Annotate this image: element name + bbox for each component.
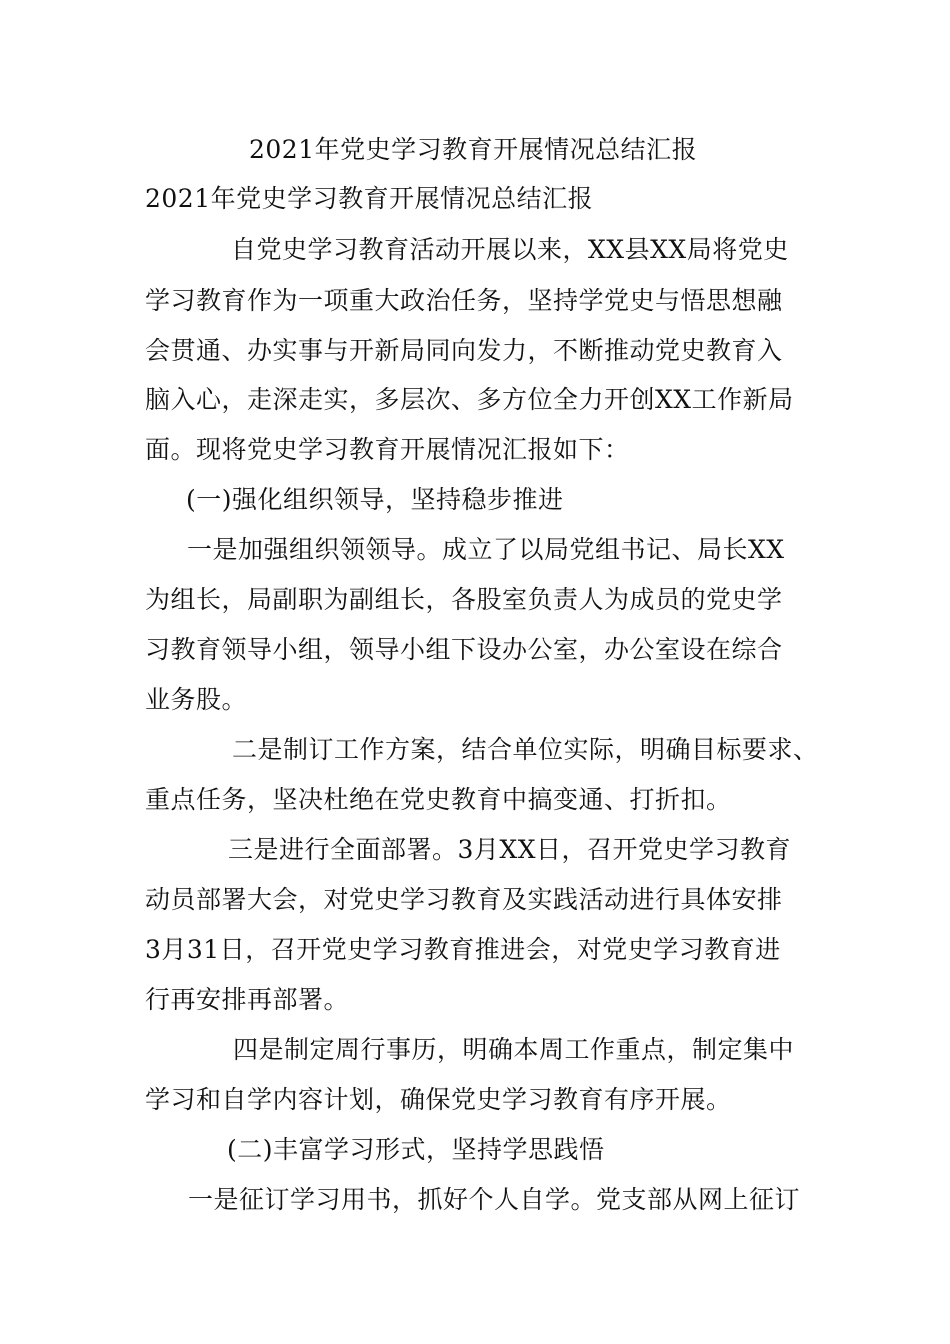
- paragraph-line: 重点任务，坚决杜绝在党史教育中搞变通、打折扣。: [145, 785, 732, 814]
- document-title: 2021年党史学习教育开展情况总结汇报: [249, 135, 698, 164]
- paragraph-line: 3月31日，召开党史学习教育推进会，对党史学习教育进: [145, 935, 781, 964]
- paragraph-line: 脑入心，走深走实，多层次、多方位全力开创XX工作新局: [145, 385, 794, 414]
- paragraph-line: 会贯通、办实事与开新局同向发力，不断推动党史教育入: [145, 336, 783, 365]
- section-heading: (一)强化组织领导，坚持稳步推进: [186, 485, 564, 514]
- paragraph-line: 学习和自学内容计划，确保党史学习教育有序开展。: [145, 1085, 732, 1114]
- paragraph-line: 三是进行全面部署。3月XX日，召开党史学习教育: [228, 835, 792, 864]
- paragraph-line: 一是加强组织领领导。成立了以局党组书记、局长XX: [187, 535, 785, 564]
- paragraph-line: 一是征订学习用书，抓好个人自学。党支部从网上征订: [188, 1185, 801, 1214]
- paragraph-line: 习教育领导小组，领导小组下设办公室，办公室设在综合: [145, 635, 783, 664]
- paragraph-line: 四是制定周行事历，明确本周工作重点，制定集中: [233, 1035, 795, 1064]
- paragraph-line: 动员部署大会，对党史学习教育及实践活动进行具体安排: [145, 885, 783, 914]
- paragraph-line: 为组长，局副职为副组长，各股室负责人为成员的党史学: [145, 585, 783, 614]
- paragraph-line: 面。现将党史学习教育开展情况汇报如下：: [145, 435, 630, 464]
- section-heading: (二)丰富学习形式，坚持学思践悟: [227, 1135, 605, 1164]
- paragraph-line: 业务股。: [145, 685, 248, 714]
- paragraph-line: 自党史学习教育活动开展以来，XX县XX局将党史: [231, 235, 789, 264]
- paragraph-line: 学习教育作为一项重大政治任务，坚持学党史与悟思想融: [145, 286, 783, 315]
- paragraph-line: 行再安排再部署。: [145, 985, 350, 1014]
- document-subtitle: 2021年党史学习教育开展情况总结汇报: [145, 184, 594, 213]
- paragraph-line: 二是制订工作方案，结合单位实际，明确目标要求、: [232, 735, 819, 764]
